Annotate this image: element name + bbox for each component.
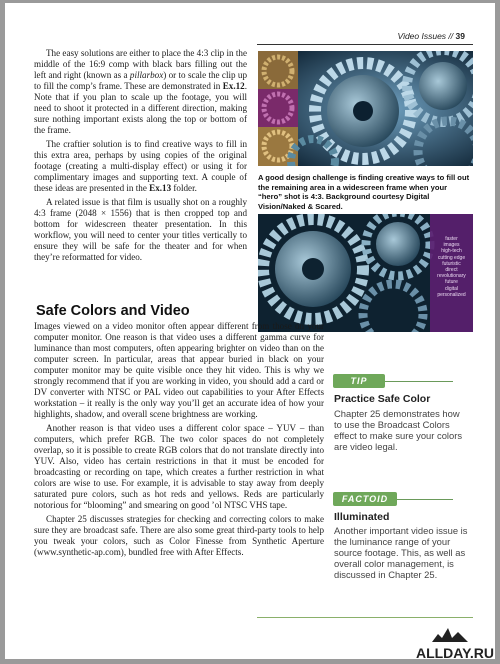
tip-badge: TIP [333, 374, 385, 388]
page-number: 39 [455, 31, 465, 41]
footer-rule [257, 617, 473, 618]
section-body [34, 321, 324, 561]
section-heading: Safe Colors and Video [36, 303, 190, 319]
panel-word-list [430, 236, 473, 298]
section-paragraph-1: Images viewed on a video monitor often appear different from those on your computer monitor. One reason is that video uses a different gamma curve for luminance than most computers, often appearing brighter on video than on the computer screen. In particular, areas that appear buried in black on your computer monitor may be quite visible once they hit video. This is why we strongly recommend that if you are working in video, you should add a card or DV converter with NTSC or PAL video out capabilities to your After Effects workstation – it really is the only way you’ll get an accurate idea of how your highlights, shadow, and overall scene brightness are working. [34, 321, 324, 419]
gears-widescreen-photo [258, 51, 473, 166]
running-head [398, 31, 465, 41]
tip-title: Practice Safe Color [334, 393, 431, 405]
watermark-logo-icon [430, 626, 470, 644]
panel-word: personalized [437, 291, 466, 298]
panel-word: digital [444, 285, 459, 292]
factoid-title: Illuminated [334, 511, 390, 523]
panel-word: faster [445, 236, 458, 242]
section-paragraph-2: Another reason is that video uses a different color space – YUV – than computers, which prefer RGB. The two color spaces do not completely overlap, so it is possible to create RGB colors that do not translate directly into YUV. Also, video has certain restrictions in that it must be encoded for broadcasting or recording on tape, which creates a further restriction in what colors are wise to use. For example, it is advisable to stay away from deeply saturated pure colors, such as hot reds and yellows. Reds are particularly notorious for “blooming” and smearing on good ’ol NTSC VHS tape. [34, 423, 324, 510]
watermark-text: ALLDAY.RU [415, 645, 494, 661]
panel-word: futuristic [442, 260, 461, 267]
factoid-body: Another important video issue is the luminance range of your source footage. This, as well as overall color management, is discussed in Chapter 25. [334, 525, 468, 580]
intro-paragraph-1: The easy solutions are either to place the 4:3 clip in the middle of the 16:9 comp with black bars filling out the left and right (known as a pillarbox) or to scale the clip up to fill the comp’s frame. These are demonstrated in Ex.12. Note that if you plan to scale up the footage, you will need to shoot it protected in a different direction, making sure nothing important exists along the top or bottom of the frame. [34, 48, 247, 135]
gears-widescreen-image [258, 51, 473, 166]
header-rule [257, 44, 473, 45]
intro-column [34, 48, 247, 266]
intro-paragraph-2: The craftier solution is to find creative ways to fill in this extra area, perhaps by using copies of the original footage (creating a multi-display effect) or using it for complimentary images and supporting text. A couple of these ideas are presented in the Ex.13 folder. [34, 139, 247, 193]
factoid-badge: FACTOID [333, 492, 397, 506]
intro-paragraph-3: A related issue is that film is usually shot on a roughly 4:3 frame (2048 × 1556) that is then cropped top and bottom for widescreen theater presentation. In this workflow, you will need to center your titles vertically to ensure they will be safe for the theater and for when they’re reformatted for video. [34, 197, 247, 262]
panel-word: revolutionary [437, 273, 466, 280]
panel-word: direct [445, 267, 458, 274]
panel-word: images [443, 242, 460, 249]
panel-word: cutting edge [437, 254, 466, 261]
tip-body: Chapter 25 demonstrates how to use the Broadcast Colors effect to make sure your colors are video legal. [334, 408, 463, 452]
running-head-section: Video Issues // [397, 31, 454, 41]
panel-word: high-tech [441, 248, 462, 255]
book-page [5, 3, 495, 659]
figure-caption: A good design challenge is finding creative ways to fill out the remaining area in a widescreen frame when your “hero” shot is 4:3. Background courtesy Digital Vision/Naked & Scared. [258, 173, 470, 211]
gears-text-panel-photo [258, 214, 473, 332]
section-paragraph-3: Chapter 25 discusses strategies for checking and correcting colors to make sure they are broadcast safe. There are also some great third-party tools to help you tweak your colors, such as Color Finesse from Synthetic Aperture (www.synthetic-ap.com), bundled free with After Effects. [34, 514, 324, 557]
panel-word: future [445, 279, 458, 286]
